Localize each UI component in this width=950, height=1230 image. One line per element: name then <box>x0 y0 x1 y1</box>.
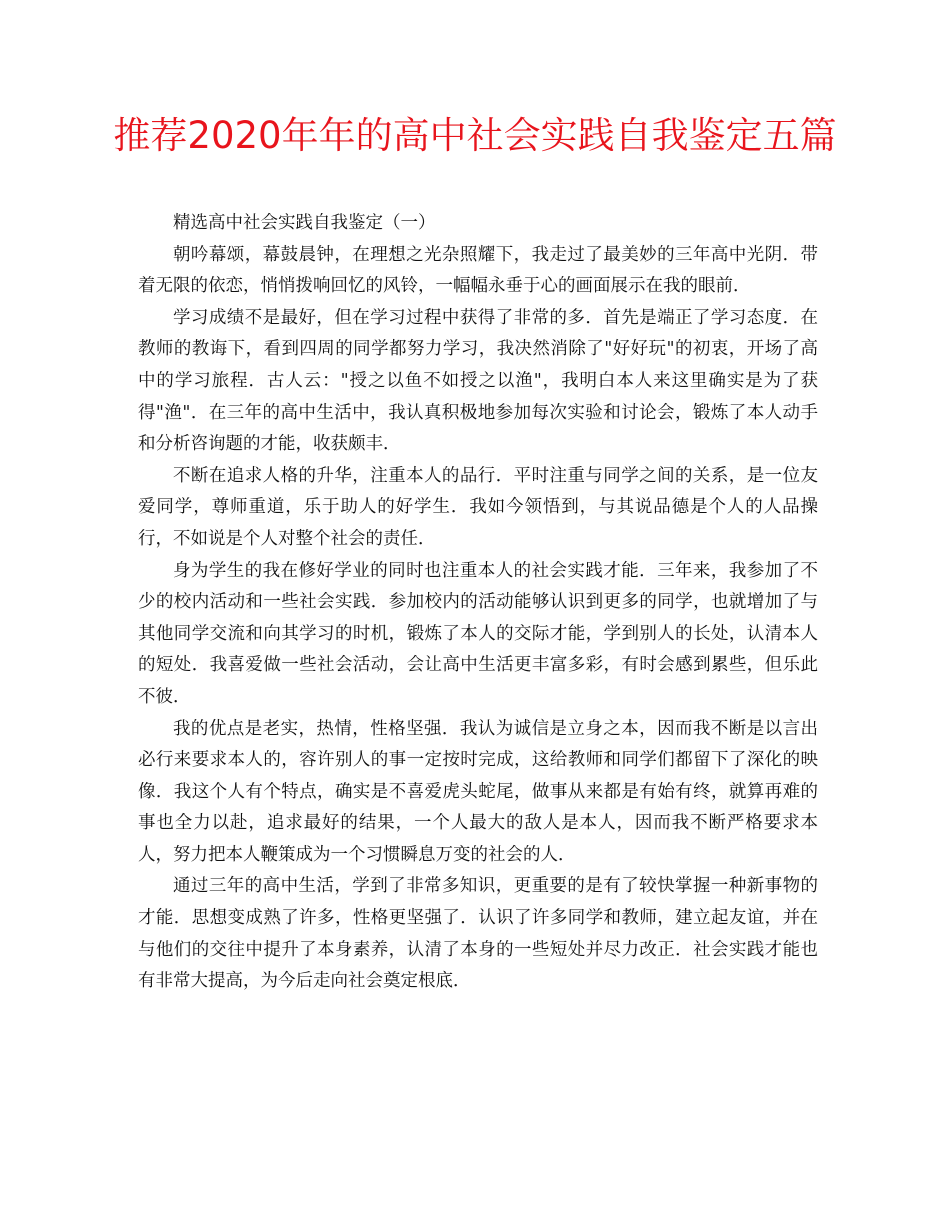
document-body <box>138 208 818 998</box>
paragraph: 通过三年的高中生活，学到了非常多知识，更重要的是有了较快掌握一种新事物的才能．思想变成熟了许多，性格更坚强了．认识了许多同学和教师，建立起友谊，并在与他们的交往中提升了本身素养，认清了本身的一些短处并尽力改正．社会实践才能也有非常大提高，为今后走向社会奠定根底． <box>138 876 818 992</box>
paragraph: 我的优点是老实，热情，性格坚强．我认为诚信是立身之本，因而我不断是以言出必行来要求本人的，容许别人的事一定按时完成，这给教师和同学们都留下了深化的映像．我这个人有个特点，确实是不喜爱虎头蛇尾，做事从来都是有始有终，就算再难的事也全力以赴，追求最好的结果，一个人最大的敌人是本人，因而我不断严格要求本人，努力把本人鞭策成为一个习惯瞬息万变的社会的人． <box>138 718 818 865</box>
paragraph: 朝吟幕颂，幕鼓晨钟，在理想之光杂照耀下，我走过了最美妙的三年高中光阴．带着无限的依恋，悄悄拨响回忆的风铃，一幅幅永垂于心的画面展示在我的眼前． <box>138 244 818 297</box>
paragraph: 身为学生的我在修好学业的同时也注重本人的社会实践才能．三年来，我参加了不少的校内活动和一些社会实践．参加校内的活动能够认识到更多的同学，也就增加了与其他同学交流和向其学习的时机，锻炼了本人的交际才能，学到别人的长处，认清本人的短处．我喜爱做一些社会活动，会让高中生活更丰富多彩，有时会感到累些，但乐此不彼． <box>138 560 818 707</box>
paragraph: 学习成绩不是最好，但在学习过程中获得了非常的多．首先是端正了学习态度．在教师的教诲下，看到四周的同学都努力学习，我决然消除了"好好玩"的初衷，开场了高中的学习旅程．古人云："授之以鱼不如授之以渔"，我明白本人来这里确实是为了获得"渔"．在三年的高中生活中，我认真积极地参加每次实验和讨论会，锻炼了本人动手和分析咨询题的才能，收获颇丰． <box>138 307 818 455</box>
paragraph: 不断在追求人格的升华，注重本人的品行．平时注重与同学之间的关系，是一位友爱同学，尊师重道，乐于助人的好学生．我如今领悟到，与其说品德是个人的人品操行，不如说是个人对整个社会的责任． <box>138 465 818 549</box>
document-title: 推荐2020年年的高中社会实践自我鉴定五篇 <box>113 114 837 157</box>
section-heading: 精选高中社会实践自我鉴定（一） <box>173 213 436 233</box>
